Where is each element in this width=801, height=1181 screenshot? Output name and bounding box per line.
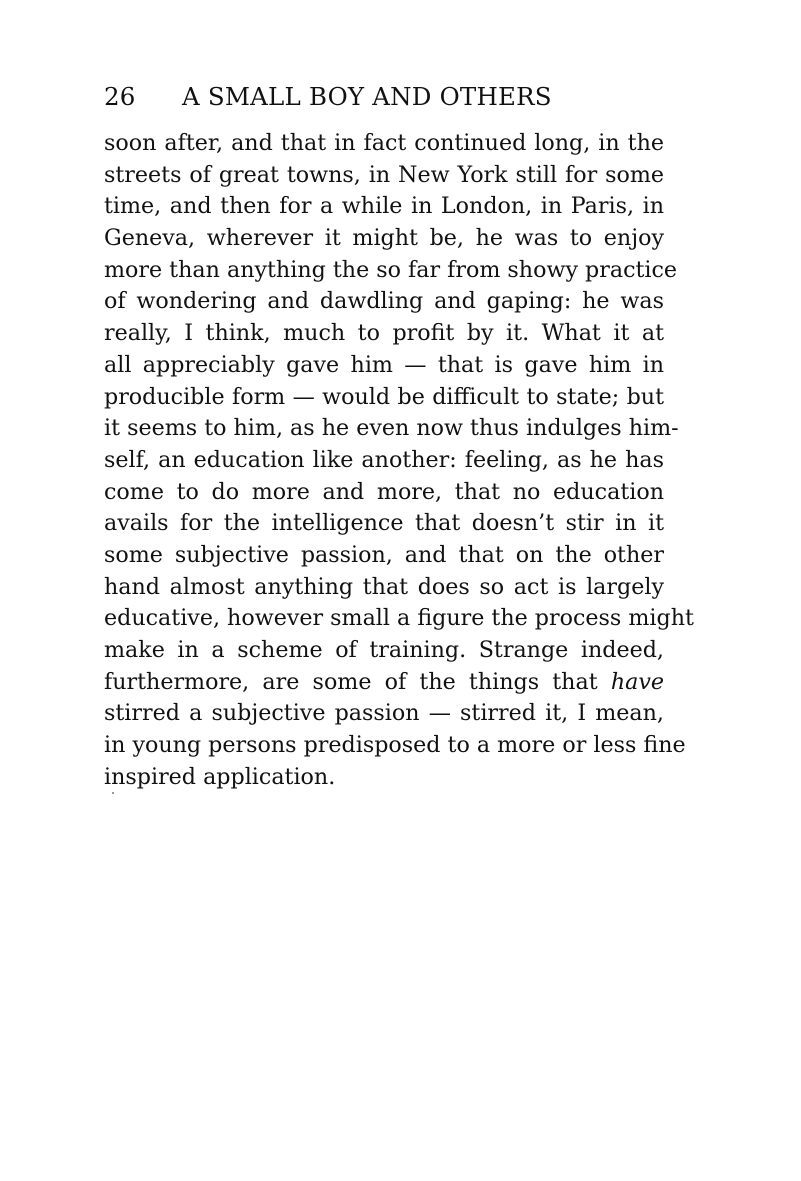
- body-text: [104, 128, 694, 793]
- text-line-18: [104, 667, 664, 699]
- scan-speck: [112, 792, 114, 794]
- text-line-9: producible form — would be difficult to state; but: [104, 383, 664, 410]
- text-line-16: educative, however small a figure the process might: [104, 605, 694, 632]
- text-line-8: all appreciably gave him — that is gave him in: [104, 351, 664, 378]
- text-line-5: more than anything the so far from showy practice: [104, 256, 678, 283]
- text-line-2: streets of great towns, in New York still for some: [104, 161, 664, 188]
- text-line-1: soon after, and that in fact continued long, in the: [104, 130, 664, 156]
- page-number: 26: [104, 82, 136, 111]
- text-line-21: inspired application.: [104, 763, 336, 790]
- running-title: A SMALL BOY AND OTHERS: [182, 82, 552, 111]
- text-line-3: time, and then for a while in London, in Paris, in: [104, 193, 664, 220]
- text-line-18-main: furthermore, are some of the things that: [104, 668, 611, 695]
- text-line-12: come to do more and more, that no education: [104, 478, 664, 505]
- text-line-14: some subjective passion, and that on the other: [104, 541, 664, 568]
- text-line-13: avails for the intelligence that doesn’t stir in it: [104, 510, 664, 537]
- text-line-17: make in a scheme of training. Strange indeed,: [104, 637, 664, 663]
- text-line-4: Geneva, wherever it might be, he was to enjoy: [104, 225, 664, 252]
- text-line-10: it seems to him, as he even now thus indulges him-: [104, 415, 679, 442]
- emphasized-word: have: [610, 668, 664, 695]
- text-line-11: self, an education like another: feeling, as he has: [104, 446, 664, 473]
- text-line-20: in young persons predisposed to a more or less fine: [104, 732, 686, 759]
- page-header: [104, 80, 664, 114]
- text-line-7: really, I think, much to profit by it. What it at: [104, 320, 664, 347]
- text-line-15: hand almost anything that does so act is largely: [104, 573, 664, 600]
- text-line-19: stirred a subjective passion — stirred it, I mean,: [104, 700, 664, 727]
- text-line-6: of wondering and dawdling and gaping: he was: [104, 288, 664, 315]
